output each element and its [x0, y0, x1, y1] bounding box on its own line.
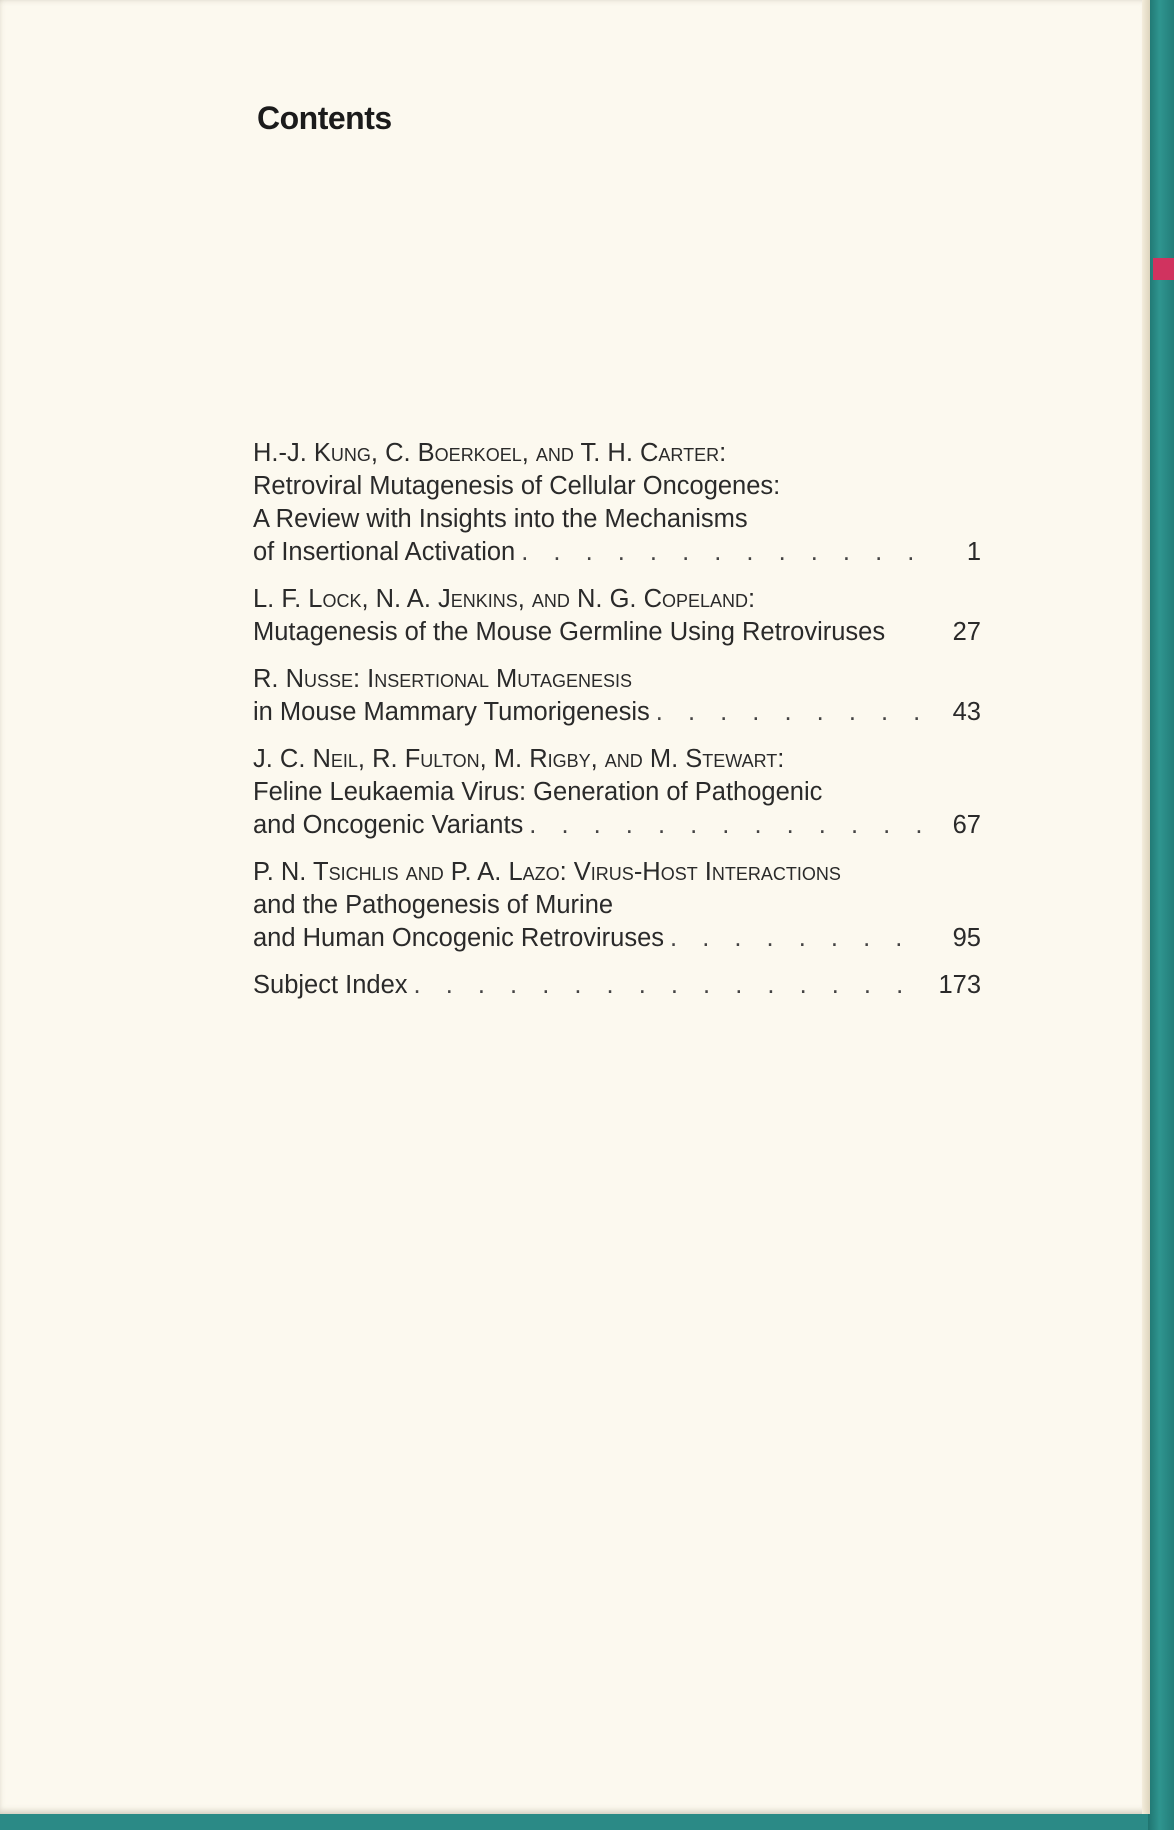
toc-entry-final-line	[253, 616, 981, 649]
toc-entry-title-line: A Review with Insights into the Mechanisms	[253, 505, 748, 533]
table-of-contents	[253, 437, 981, 1016]
toc-entry-authors: H.-J. Kung, C. Boerkoel, and T. H. Carter:	[253, 439, 727, 467]
page-edge-shadow	[1142, 0, 1150, 1814]
subject-index-page-number: 173	[938, 971, 981, 999]
toc-entry[interactable]	[253, 743, 981, 842]
toc-entry-authors	[253, 663, 981, 696]
toc-entry-final-line	[253, 696, 981, 729]
toc-entry-title-end: in Mouse Mammary Tumorigenesis	[253, 698, 650, 726]
toc-entry-title-line: Feline Leukaemia Virus: Generation of Pathogenic	[253, 778, 823, 806]
toc-entry[interactable]	[253, 856, 981, 955]
toc-entry-final-line	[253, 922, 981, 955]
leader-dots	[650, 696, 929, 729]
toc-entry-final-line	[253, 809, 981, 842]
toc-entry[interactable]	[253, 663, 981, 729]
leader-dots	[523, 809, 929, 842]
toc-entry-authors: P. N. Tsichlis and P. A. Lazo: Virus-Host Interactions	[253, 858, 841, 886]
toc-entry-page-number: 1	[966, 538, 981, 566]
subject-index-label: Subject Index	[253, 971, 408, 999]
toc-entry-authors: L. F. Lock, N. A. Jenkins, and N. G. Copeland:	[253, 585, 756, 613]
toc-entry-authors-text: R. Nusse: Insertional Mutagenesis	[253, 665, 632, 693]
toc-entry[interactable]	[253, 583, 981, 649]
toc-entry-title-end: and Human Oncogenic Retroviruses	[253, 924, 665, 952]
leader-dots	[515, 536, 929, 569]
leader-dots	[664, 922, 929, 955]
toc-entry-authors: J. C. Neil, R. Fulton, M. Rigby, and M. Stewart:	[253, 745, 785, 773]
page-title: Contents	[257, 100, 392, 136]
toc-entry-title-end: Mutagenesis of the Mouse Germline Using Retroviruses	[253, 618, 886, 646]
toc-entry-page-number: 95	[952, 924, 981, 952]
toc-entry-page-number: 43	[952, 698, 981, 726]
toc-entry-title-line: Retroviral Mutagenesis of Cellular Oncogenes:	[253, 472, 781, 500]
toc-entry-title-end: of Insertional Activation	[253, 538, 516, 566]
toc-entry-subject-index[interactable]	[253, 969, 981, 1002]
toc-entry-page-number: 67	[952, 811, 981, 839]
leader-dots	[408, 969, 929, 1002]
toc-entry-page-number: 27	[952, 618, 981, 646]
bookmark-ribbon	[1153, 258, 1174, 280]
toc-entry-final-line	[253, 536, 981, 569]
toc-entry-title-end: and Oncogenic Variants	[253, 811, 524, 839]
toc-entry-final-line	[253, 969, 981, 1002]
toc-entry[interactable]	[253, 437, 981, 569]
toc-entry-title-line: and the Pathogenesis of Murine	[253, 891, 614, 919]
